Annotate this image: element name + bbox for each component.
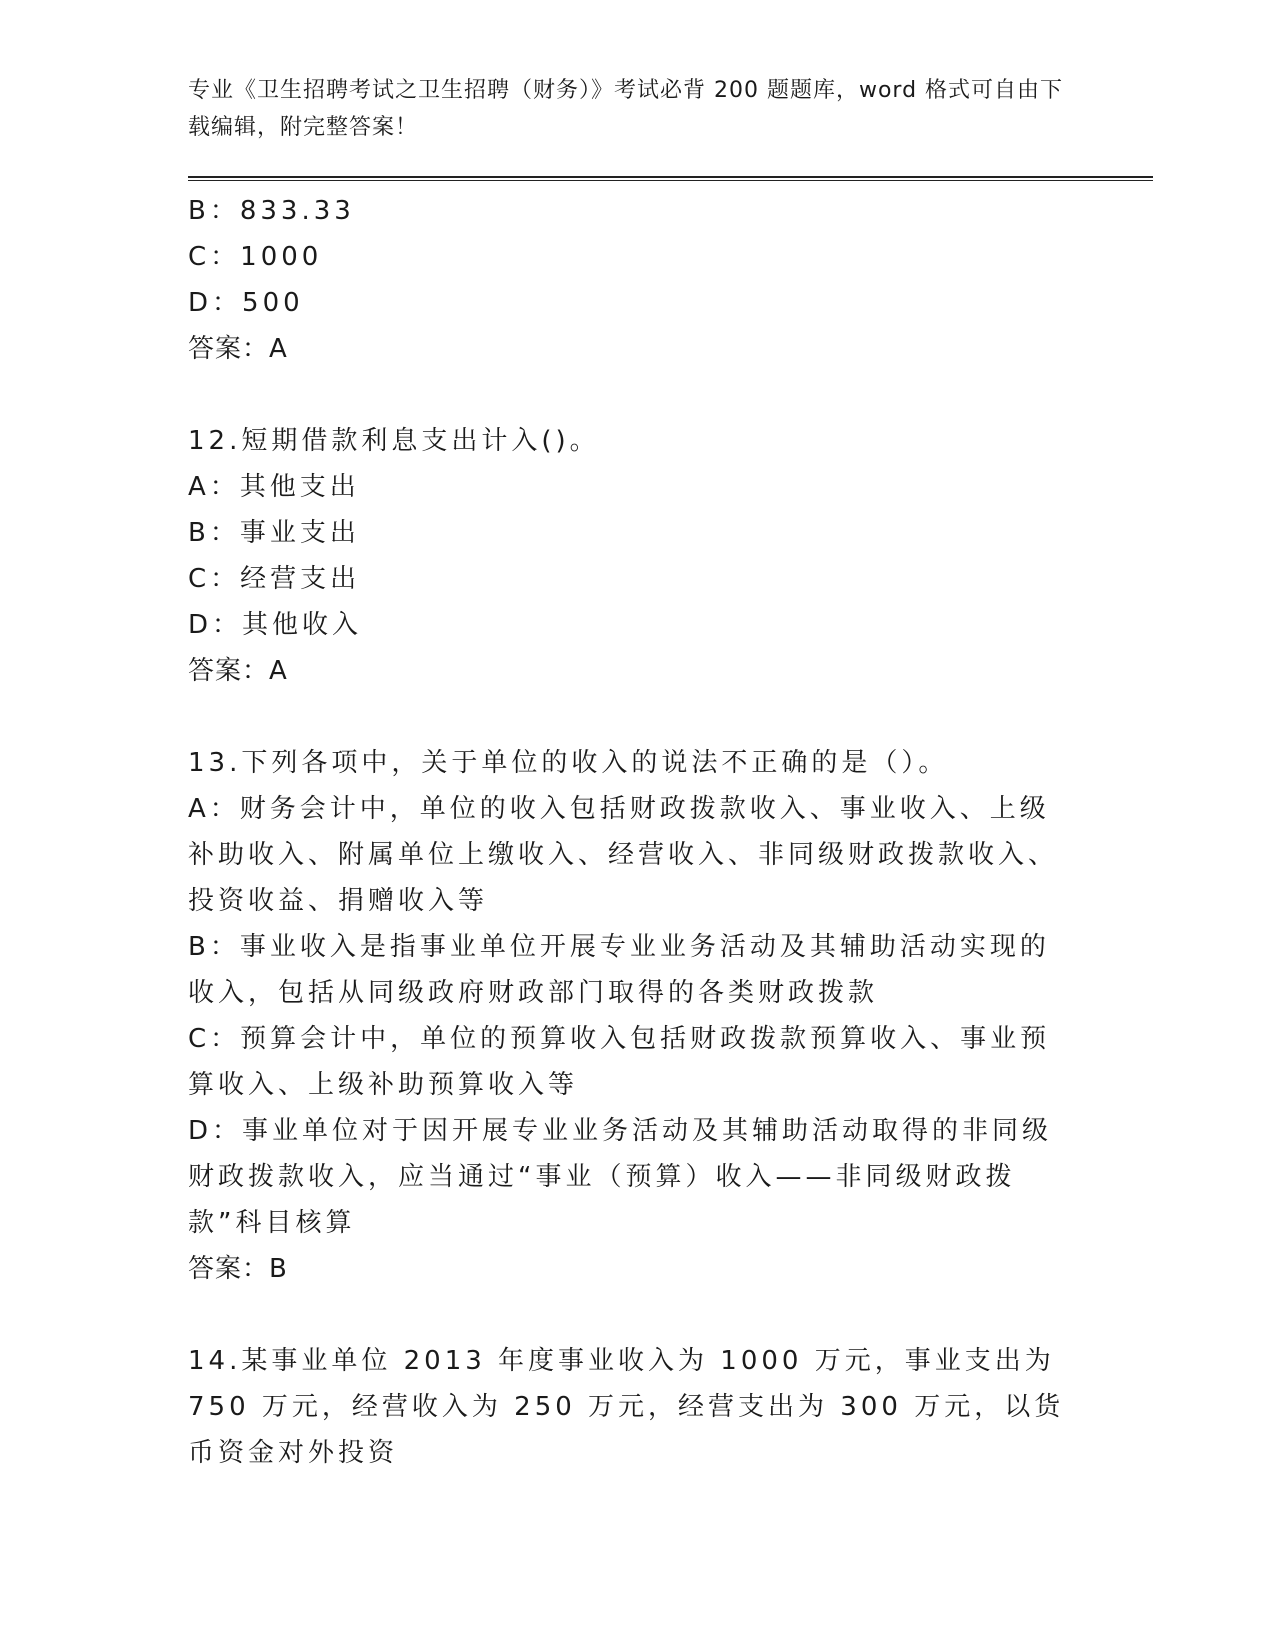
option-c: C：1000 <box>188 242 323 272</box>
question-11-tail <box>188 188 1073 372</box>
option-d: D：500 <box>188 288 304 318</box>
option-d: D：其他收入 <box>188 610 363 640</box>
document-body <box>188 188 1073 1476</box>
option-a: A：财务会计中，单位的收入包括财政拨款收入、事业收入、上级补助收入、附属单位上缴收入、经营收入、非同级财政拨款收入、投资收益、捐赠收入等 <box>188 794 1059 916</box>
answer: 答案：B <box>188 1254 288 1284</box>
option-c: C：经营支出 <box>188 564 361 594</box>
header-divider <box>188 176 1153 181</box>
answer: 答案：A <box>188 656 288 686</box>
question-text: 14.某事业单位 2013 年度事业收入为 1000 万元，事业支出为 750 万元，经营收入为 250 万元，经营支出为 300 万元，以货币资金对外投资 <box>188 1346 1068 1468</box>
option-b: B：事业支出 <box>188 518 360 548</box>
answer: 答案：A <box>188 334 288 364</box>
question-12 <box>188 418 1073 694</box>
question-text: 13.下列各项中，关于单位的收入的说法不正确的是（）。 <box>188 748 949 778</box>
option-b: B：事业收入是指事业单位开展专业业务活动及其辅助活动实现的收入，包括从同级政府财政部门取得的各类财政拨款 <box>188 932 1050 1008</box>
option-d: D：事业单位对于因开展专业业务活动及其辅助活动取得的非同级财政拨款收入，应当通过“事业（预算）收入——非同级财政拨款”科目核算 <box>188 1116 1053 1238</box>
option-a: A：其他支出 <box>188 472 360 502</box>
page-header: 专业《卫生招聘考试之卫生招聘（财务）》考试必背 200 题题库，word 格式可自由下载编辑，附完整答案！ <box>188 78 1064 140</box>
question-13 <box>188 740 1073 1292</box>
question-14 <box>188 1338 1073 1476</box>
option-b: B：833.33 <box>188 196 355 226</box>
option-c: C：预算会计中，单位的预算收入包括财政拨款预算收入、事业预算收入、上级补助预算收入等 <box>188 1024 1051 1100</box>
question-text: 12.短期借款利息支出计入()。 <box>188 426 600 456</box>
